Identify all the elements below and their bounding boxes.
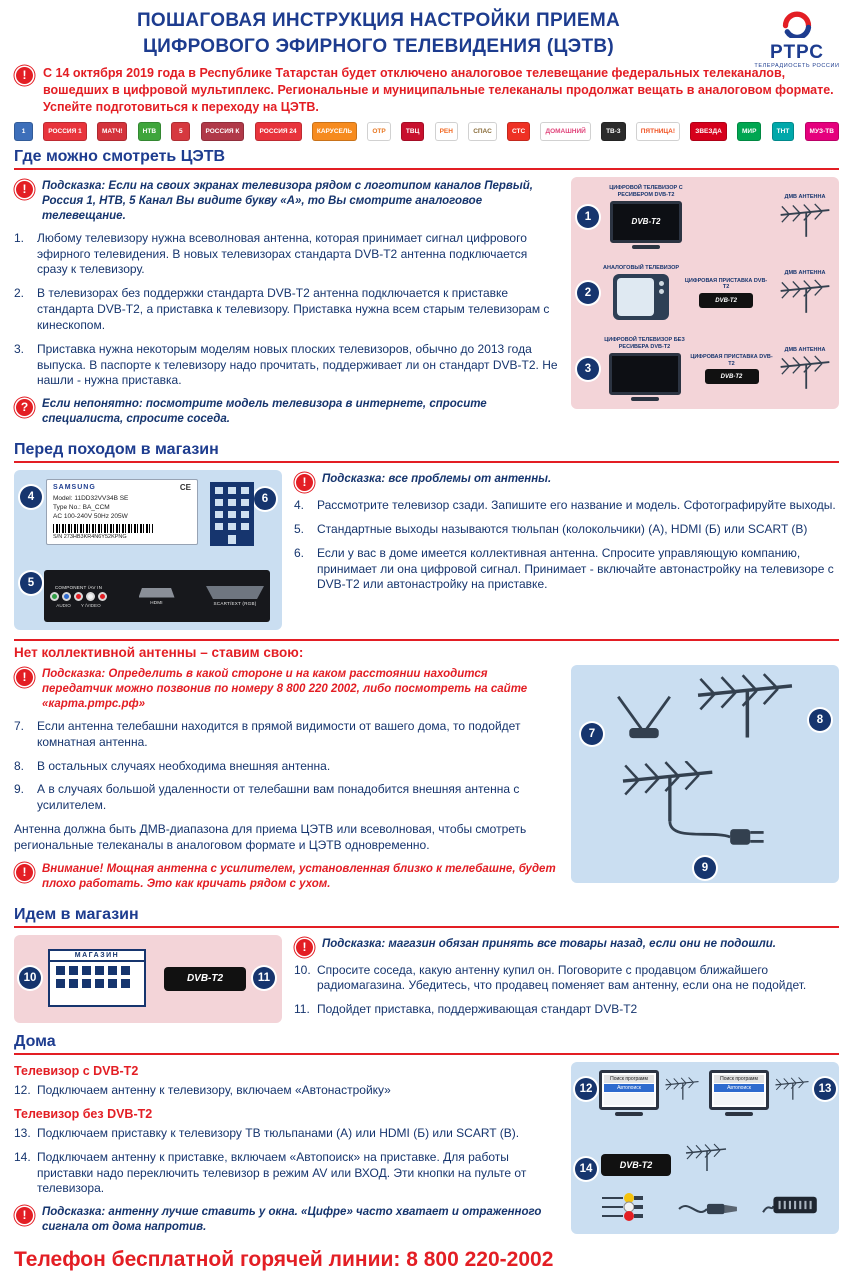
hint-antenna bbox=[14, 667, 559, 712]
rtrs-swirl-icon bbox=[778, 8, 816, 38]
channel-logo: МИР bbox=[737, 122, 761, 141]
channel-logo: ТВЦ bbox=[401, 122, 424, 141]
dvbt2-logo: DVB-T2 bbox=[631, 217, 661, 227]
hint-text: Подсказка: Если на своих экранах телевизора рядом с логотипом каналов Первый, Россия 1, НТВ, 5 Канал Вы видите букву «А», то Вы смотрите аналоговое телевещание. bbox=[42, 179, 533, 222]
item-text: А в случаях большой удаленности от телебашни вам понадобится внешняя антенна с усилителем. bbox=[37, 782, 520, 813]
amplifier-warning bbox=[14, 862, 559, 892]
shop-sign: МАГАЗИН bbox=[50, 951, 144, 962]
home-setup-panel bbox=[571, 1062, 839, 1234]
warning-icon: ! bbox=[16, 669, 33, 686]
instruction-item-2 bbox=[14, 286, 559, 333]
instruction-item-5 bbox=[294, 522, 839, 538]
antenna-block bbox=[777, 194, 833, 239]
item-number: 3. bbox=[14, 341, 25, 356]
intro-warning-text: С 14 октября 2019 года в Республике Татарстан будет отключено аналоговое телевещание федеральных телеканалов, вошедших в цифровой мультиплекс. Региональные и муниципальные телеканалы продолжат вещать в аналоговом формате. Успейте подготовиться к переходу на ЦЭТВ. bbox=[43, 66, 834, 115]
section-heading-prep: Перед походом в магазин bbox=[14, 441, 219, 459]
step-badge-2: 2 bbox=[577, 282, 599, 304]
stb-label: ЦИФРОВАЯ ПРИСТАВКА DVB-T2 bbox=[690, 353, 773, 367]
tv-menu-autosearch: Автопоиск bbox=[604, 1084, 654, 1092]
outdoor-antenna-icon bbox=[691, 673, 799, 741]
item-text: Если у вас в доме имеется коллективная антенна. Спросите управляющую компанию, принимает ли она цифровой сигнал. Принимает - включайте автонастройку на телевизоре с DVB-T2 или автонастройку на приставке. bbox=[317, 545, 834, 592]
step-badge-5: 5 bbox=[20, 572, 42, 594]
note-unclear bbox=[14, 397, 559, 427]
connector-label: HDMI bbox=[150, 599, 163, 605]
warning-icon: ! bbox=[16, 181, 33, 198]
apartment-building-icon bbox=[210, 482, 254, 546]
antenna-label: ДМВ АНТЕННА bbox=[784, 346, 826, 353]
item-number: 2. bbox=[14, 286, 25, 301]
tv-types-diagram-panel bbox=[571, 177, 839, 409]
instruction-item-9 bbox=[14, 782, 559, 814]
channel-logo: ДОМАШНИЙ bbox=[540, 122, 590, 141]
tv-menu-title: Поиск программ bbox=[714, 1075, 764, 1083]
hint-text: Подсказка: магазин обязан принять все товары назад, если они не подошли. bbox=[322, 937, 776, 950]
red-divider bbox=[14, 639, 839, 641]
page-title bbox=[14, 8, 743, 59]
step-badge-3: 3 bbox=[577, 358, 599, 380]
channel-logo: СПАС bbox=[468, 122, 497, 141]
antenna-block bbox=[777, 270, 833, 315]
step-badge-9: 9 bbox=[694, 857, 716, 879]
uhf-antenna-icon bbox=[773, 1076, 811, 1102]
item-number: 9. bbox=[14, 782, 25, 797]
set-top-box-icon: DVB-T2 bbox=[705, 369, 759, 384]
item-text: Подключаем приставку к телевизору ТВ тюльпанами (А) или HDMI (Б) или SCART (В). bbox=[37, 1125, 520, 1140]
channel-logo: 5 bbox=[171, 122, 190, 141]
antenna-block bbox=[777, 347, 833, 392]
instruction-item-12 bbox=[14, 1083, 559, 1099]
item-text: Приставка нужна некоторым моделям новых плоских телевизоров, обычно до 2013 года выпуска. В паспорте к телевизору надо прочитать, поддерживает ли он стандарт DVB-T2. Не нашли - нужна приставка. bbox=[37, 341, 558, 388]
channel-logo: ПЯТНИЦА! bbox=[636, 122, 680, 141]
component-av-group bbox=[50, 585, 107, 608]
hotline-phone: Телефон бесплатной горячей линии: 8 800 220-2002 bbox=[14, 1248, 554, 1272]
channel-logo: РОССИЯ 1 bbox=[43, 122, 86, 141]
page-title-line1: ПОШАГОВАЯ ИНСТРУКЦИЯ НАСТРОЙКИ ПРИЕМА bbox=[136, 10, 621, 31]
section-shop-text bbox=[294, 935, 839, 1026]
scart-group bbox=[206, 586, 264, 606]
uhf-antenna-icon bbox=[777, 355, 833, 391]
section-antenna-text bbox=[14, 665, 559, 898]
uhf-antenna-icon bbox=[777, 279, 833, 315]
diagram-row-2 bbox=[577, 265, 833, 320]
warning-icon: ! bbox=[16, 864, 33, 881]
red-rule bbox=[14, 461, 839, 463]
flat-tv-icon bbox=[610, 201, 682, 249]
item-number: 1. bbox=[14, 230, 25, 245]
scart-cable-icon bbox=[761, 1190, 823, 1220]
red-rule bbox=[14, 168, 839, 170]
section-heading-antenna: Нет коллективной антенны – ставим свою: bbox=[14, 645, 304, 661]
amplified-antenna-icon bbox=[615, 761, 785, 857]
indoor-antenna-icon bbox=[609, 691, 679, 743]
rca-tulip-jacks bbox=[50, 592, 107, 601]
plate-type: Type No.: BA_CCM bbox=[53, 504, 110, 512]
header bbox=[14, 8, 840, 69]
channel-logo: МУЗ-ТВ bbox=[805, 122, 839, 141]
item-text: Любому телевизору нужна всеволновая антенна, которая принимает сигнал цифрового эфирного телевидения. В новых телевизорах стандарта DVB-T2 антенна подключается сразу к телевизору. bbox=[37, 230, 528, 277]
tv-label-plate bbox=[46, 479, 198, 545]
hint-home bbox=[14, 1205, 559, 1235]
step-badge-8: 8 bbox=[809, 709, 831, 731]
hint-where bbox=[14, 179, 559, 224]
connector-label: COMPONENT /AV IN bbox=[54, 584, 103, 590]
tv-back-panel bbox=[14, 470, 282, 630]
item-number: 11. bbox=[294, 1002, 310, 1017]
item-number: 10. bbox=[294, 962, 311, 977]
flat-tv-icon bbox=[609, 353, 681, 401]
connector-label: AUDIO bbox=[56, 602, 71, 608]
step-badge-13: 13 bbox=[814, 1078, 836, 1100]
section-shop bbox=[14, 935, 839, 1026]
channel-logo: НТВ bbox=[138, 122, 161, 141]
rtrs-logo bbox=[751, 8, 843, 69]
plate-model: Model: 11DD32VV34B SE bbox=[53, 495, 129, 503]
diagram-label: ЦИФРОВОЙ ТЕЛЕВИЗОР С РЕСИВЕРОМ DVB-T2 bbox=[609, 184, 683, 198]
section-where bbox=[14, 177, 839, 434]
rtrs-logo-text: РТРС bbox=[770, 42, 824, 63]
instruction-item-3 bbox=[14, 342, 559, 389]
channel-logo: МАТЧ! bbox=[97, 122, 128, 141]
diagram-row-3 bbox=[577, 337, 833, 401]
rca-cable-icon bbox=[595, 1192, 657, 1222]
channel-logo: ЗВЕЗДА bbox=[690, 122, 727, 141]
section-antenna bbox=[14, 665, 839, 898]
tv-autosearch-icon bbox=[709, 1070, 769, 1116]
uhf-antenna-icon bbox=[663, 1076, 701, 1102]
section-heading-shop: Идем в магазин bbox=[14, 905, 139, 923]
channel-logo: КАРУСЕЛЬ bbox=[312, 122, 357, 141]
instruction-item-14 bbox=[14, 1150, 559, 1197]
digital-tv-with-receiver bbox=[603, 185, 689, 249]
warning-text: Внимание! Мощная антенна с усилителем, установленная близко к телебашне, будет плохо работать. Это как кричать рядом с ухом. bbox=[42, 862, 556, 890]
hdmi-port bbox=[139, 588, 175, 598]
instruction-item-8 bbox=[14, 759, 559, 775]
channel-logo: ОТР bbox=[367, 122, 390, 141]
tv-connector-panel bbox=[44, 570, 270, 622]
connector-label: Y /VIDEO bbox=[80, 602, 101, 608]
set-top-box-block bbox=[690, 354, 773, 385]
item-text: Если антенна телебашни находится в прямой видимости от вашего дома, то подойдет комнатная антенна. bbox=[37, 718, 521, 749]
section-prep-text bbox=[294, 470, 839, 601]
instruction-item-1 bbox=[14, 231, 559, 278]
channel-logo: ТНТ bbox=[772, 122, 795, 141]
question-icon: ? bbox=[16, 399, 33, 416]
warning-icon: ! bbox=[16, 67, 33, 84]
instruction-item-10 bbox=[294, 963, 839, 995]
subheading-tv-without-dvbt2: Телевизор без DVB-T2 bbox=[14, 1106, 153, 1121]
uhf-antenna-icon bbox=[777, 203, 833, 239]
hdmi-cable-icon bbox=[677, 1194, 739, 1224]
step-badge-7: 7 bbox=[581, 723, 603, 745]
antenna-types-panel bbox=[571, 665, 839, 883]
antenna-label: ДМВ АНТЕННА bbox=[784, 194, 826, 201]
tv-menu-autosearch: Автопоиск bbox=[714, 1084, 764, 1092]
channel-logo: РОССИЯ 24 bbox=[255, 122, 302, 141]
section-prep bbox=[14, 470, 839, 630]
section-home bbox=[14, 1062, 839, 1242]
section-where-text bbox=[14, 177, 559, 434]
warning-icon: ! bbox=[296, 474, 313, 491]
uhf-antenna-icon bbox=[683, 1142, 729, 1174]
item-text: В телевизорах без поддержки стандарта DVB-T2 антенна подключается к приставке стандарта DVB-T2, а приставка к телевизору. Приставка нужна всем старым телевизорам с кинескопом. bbox=[37, 286, 550, 332]
step-badge-14: 14 bbox=[575, 1158, 597, 1180]
antenna-label: ДМВ АНТЕННА bbox=[784, 270, 826, 277]
section-home-text bbox=[14, 1062, 559, 1242]
scart-port bbox=[206, 586, 264, 599]
plate-serial: S/N 273HB3KR4N6Y52KPNG bbox=[53, 534, 127, 541]
channel-logo: ТВ-3 bbox=[601, 122, 625, 141]
channel-logos-row bbox=[14, 122, 839, 141]
note-text: Если непонятно: посмотрите модель телевизора в интернете, спросите специалиста, спросите соседа. bbox=[42, 398, 487, 426]
dvbt2-receiver-icon: DVB-T2 bbox=[601, 1154, 671, 1176]
connector-label: SCART/EXT (RGB) bbox=[213, 601, 257, 607]
item-number: 14. bbox=[14, 1149, 31, 1164]
hint-text: Подсказка: антенну лучше ставить у окна. «Цифре» часто хватает и отраженного сигнала от дома напротив. bbox=[42, 1206, 542, 1234]
set-top-box-icon: DVB-T2 bbox=[699, 293, 753, 308]
tv-autosearch-icon bbox=[599, 1070, 659, 1116]
subheading-tv-with-dvbt2: Телевизор с DVB-T2 bbox=[14, 1064, 139, 1079]
item-text: Рассмотрите телевизор сзади. Запишите его название и модель. Сфотографируйте выходы. bbox=[317, 498, 836, 513]
brand-logo: SAMSUNG bbox=[53, 484, 96, 492]
diagram-label: ЦИФРОВОЙ ТЕЛЕВИЗОР БЕЗ РЕСИВЕРА DVB-T2 bbox=[604, 337, 685, 351]
section-heading-where: Где можно смотреть ЦЭТВ bbox=[14, 147, 226, 165]
ce-mark: CE bbox=[179, 483, 191, 493]
item-number: 13. bbox=[14, 1125, 31, 1140]
antenna-requirements-text: Антенна должна быть ДМВ-диапазона для приема ЦЭТВ или всеволновая, чтобы смотреть региональные телеканалы в аналоговом формате и ЦЭТВ одновременно. bbox=[14, 822, 527, 852]
instruction-item-11 bbox=[294, 1002, 839, 1018]
item-text: Стандартные выходы называются тюльпан (колокольчики) (А), HDMI (Б) или SCART (В) bbox=[317, 521, 808, 536]
hint-text: Подсказка: все проблемы от антенны. bbox=[322, 473, 552, 486]
digital-tv-without-receiver bbox=[603, 337, 686, 401]
shop-panel bbox=[14, 935, 282, 1023]
item-number: 5. bbox=[294, 521, 305, 536]
hint-text: Подсказка: Определить в какой стороне и на каком расстоянии находится передатчик можно позвонив по номеру 8 800 220 2002, либо посмотреть на сайте «карта.ртрс.рф» bbox=[42, 668, 528, 710]
item-text: Спросите соседа, какую антенну купил он. Поговорите с продавцом ближайшего радиомагазина. Убедитесь, что продавец поменяет вам антенну, если она не подойдет. bbox=[317, 962, 807, 993]
item-text: В остальных случаях необходима внешняя антенна. bbox=[37, 758, 331, 773]
page-title-line2: ЦИФРОВОГО ЭФИРНОГО ТЕЛЕВИДЕНИЯ (ЦЭТВ) bbox=[142, 35, 615, 57]
tv-menu-title: Поиск программ bbox=[604, 1075, 654, 1083]
item-number: 6. bbox=[294, 545, 305, 560]
set-top-box-block bbox=[683, 278, 769, 309]
barcode bbox=[53, 524, 153, 533]
step-badge-4: 4 bbox=[20, 486, 42, 508]
item-number: 7. bbox=[14, 718, 25, 733]
hint-shop bbox=[294, 937, 839, 956]
item-text: Подключаем антенну к приставке, включаем «Автопоиск» на приставке. Для работы приставки надо переключить телевизор в режим AV или ВХОД. Эти кнопки на пульте от телевизора. bbox=[37, 1149, 527, 1196]
hint-prep bbox=[294, 472, 839, 491]
item-text: Подключаем антенну к телевизору, включаем «Автонастройку» bbox=[37, 1083, 391, 1098]
instruction-item-6 bbox=[294, 546, 839, 593]
item-number: 4. bbox=[294, 498, 305, 513]
channel-logo: СТС bbox=[507, 122, 530, 141]
intro-warning bbox=[14, 65, 839, 116]
item-text: Подойдет приставка, поддерживающая стандарт DVB-T2 bbox=[317, 1002, 638, 1017]
diagram-row-1 bbox=[577, 185, 833, 249]
shop-building-icon bbox=[48, 949, 146, 1007]
stb-label: ЦИФРОВАЯ ПРИСТАВКА DVB-T2 bbox=[684, 277, 768, 291]
crt-tv-icon bbox=[613, 274, 669, 320]
step-badge-11: 11 bbox=[253, 967, 275, 989]
instruction-item-4 bbox=[294, 498, 839, 514]
warning-icon: ! bbox=[16, 1207, 33, 1224]
step-badge-1: 1 bbox=[577, 206, 599, 228]
diagram-label: АНАЛОГОВЫЙ ТЕЛЕВИЗОР bbox=[603, 265, 680, 272]
step-badge-10: 10 bbox=[19, 967, 41, 989]
dvbt2-receiver-icon: DVB-T2 bbox=[164, 967, 246, 991]
channel-logo: 1 bbox=[14, 122, 33, 141]
section-heading-home: Дома bbox=[14, 1033, 56, 1051]
plate-power: AC 100-240V 50Hz 205W bbox=[53, 513, 128, 521]
instruction-item-13 bbox=[14, 1126, 559, 1142]
channel-logo: РЕН bbox=[435, 122, 458, 141]
hdmi-group bbox=[139, 588, 175, 605]
step-badge-12: 12 bbox=[575, 1078, 597, 1100]
rtrs-logo-subtitle: ТЕЛЕРАДИОСЕТЬ РОССИИ bbox=[754, 63, 840, 69]
channel-logo: РОССИЯ К bbox=[201, 122, 245, 141]
warning-icon: ! bbox=[296, 939, 313, 956]
step-badge-6: 6 bbox=[254, 488, 276, 510]
red-rule bbox=[14, 926, 839, 928]
instruction-item-7 bbox=[14, 719, 559, 751]
red-rule bbox=[14, 1053, 839, 1055]
analog-tv bbox=[603, 265, 679, 320]
item-number: 12. bbox=[14, 1083, 31, 1098]
item-number: 8. bbox=[14, 758, 25, 773]
